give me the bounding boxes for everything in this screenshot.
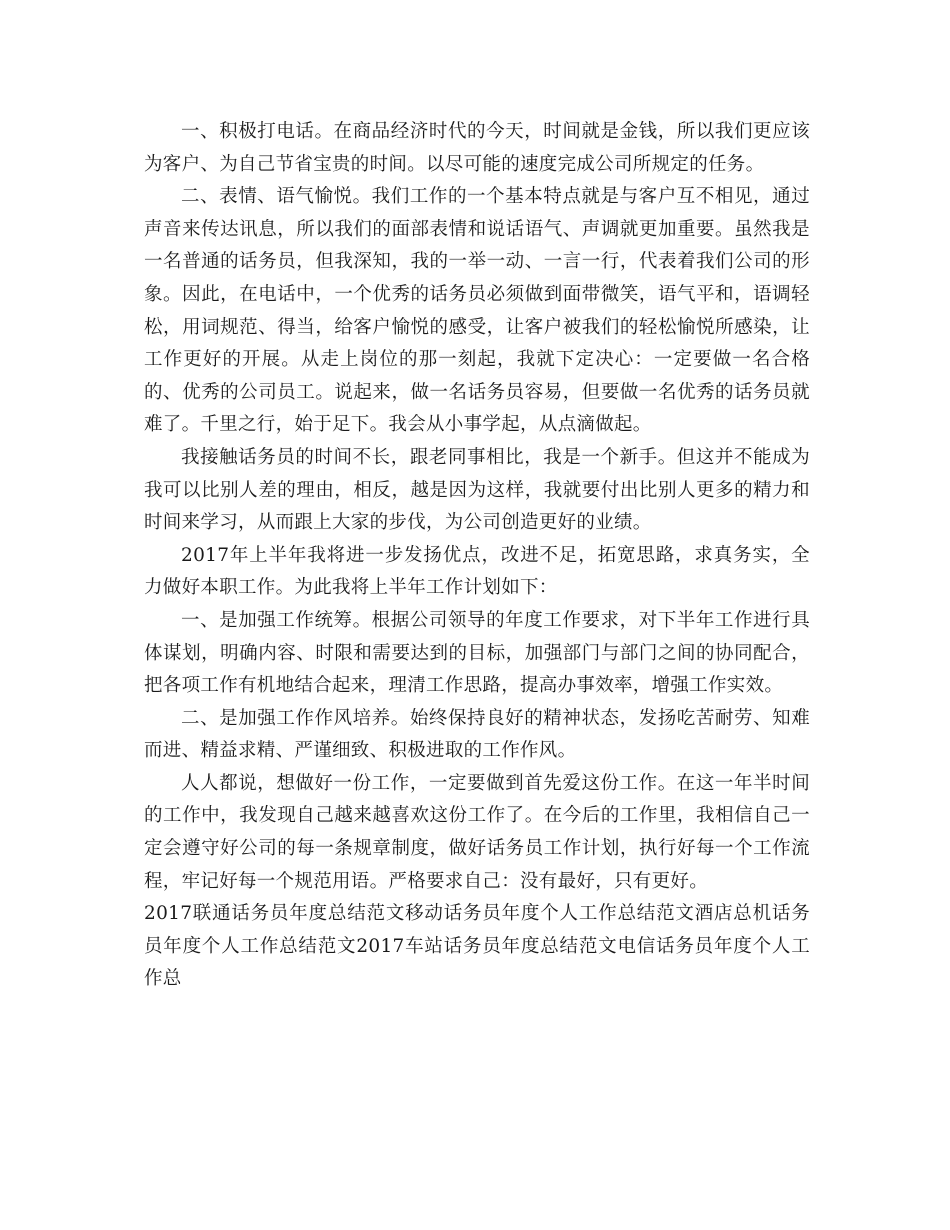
paragraph-phone-calls: 一、积极打电话。在商品经济时代的今天，时间就是金钱，所以我们更应该为客户、为自己节省宝贵的时间。以尽可能的速度完成公司所规定的任务。 <box>144 121 810 175</box>
paragraph-love-work: 人人都说，想做好一份工作，一定要做到首先爱这份工作。在这一年半时间的工作中，我发现自己越来越喜欢这份工作了。在今后的工作里，我相信自己一定会遵守好公司的每一条规章制度，做好话务员工作计划，执行好每一个工作流程，牢记好每一个规范用语。严格要求自己：没有最好，只有更好。 <box>144 772 810 892</box>
paragraph-tone: 二、表情、语气愉悦。我们工作的一个基本特点就是与客户互不相见，通过声音来传达讯息，所以我们的面部表情和说话语气、声调就更加重要。虽然我是一名普通的话务员，但我深知，我的一举一动、一言一行，代表着我们公司的形象。因此，在电话中，一个优秀的话务员必须做到面带微笑，语气平和，语调轻松，用词规范、得当，给客户愉悦的感受，让客户被我们的轻松愉悦所感染，让工作更好的开展。从走上岗位的那一刻起，我就下定决心：一定要做一名合格的、优秀的公司员工。说起来，做一名话务员容易，但要做一名优秀的话务员就难了。千里之行，始于足下。我会从小事学起，从点滴做起。 <box>144 186 810 436</box>
document-body <box>144 116 810 996</box>
paragraph-2017-plan: 2017年上半年我将进一步发扬优点，改进不足，拓宽思路，求真务实，全力做好本职工作。为此我将上半年工作计划如下： <box>144 544 810 599</box>
related-articles-links: 2017联通话务员年度总结范文移动话务员年度个人工作总结范文酒店总机话务员年度个人工作总结范文2017车站话务员年度总结范文电信话务员年度个人工作总 <box>144 903 810 990</box>
paragraph-work-coordination: 一、是加强工作统筹。根据公司领导的年度工作要求，对下半年工作进行具体谋划，明确内容、时限和需要达到的目标，加强部门与部门之间的协同配合，把各项工作有机地结合起来，理清工作思路，提高办事效率，增强工作实效。 <box>144 609 810 697</box>
paragraph-work-style: 二、是加强工作作风培养。始终保持良好的精神状态，发扬吃苦耐劳、知难而进、精益求精、严谨细致、积极进取的工作作风。 <box>144 707 810 762</box>
paragraph-newcomer: 我接触话务员的时间不长，跟老同事相比，我是一个新手。但这并不能成为我可以比别人差的理由，相反，越是因为这样，我就要付出比别人更多的精力和时间来学习，从而跟上大家的步伐，为公司创造更好的业绩。 <box>144 446 810 534</box>
